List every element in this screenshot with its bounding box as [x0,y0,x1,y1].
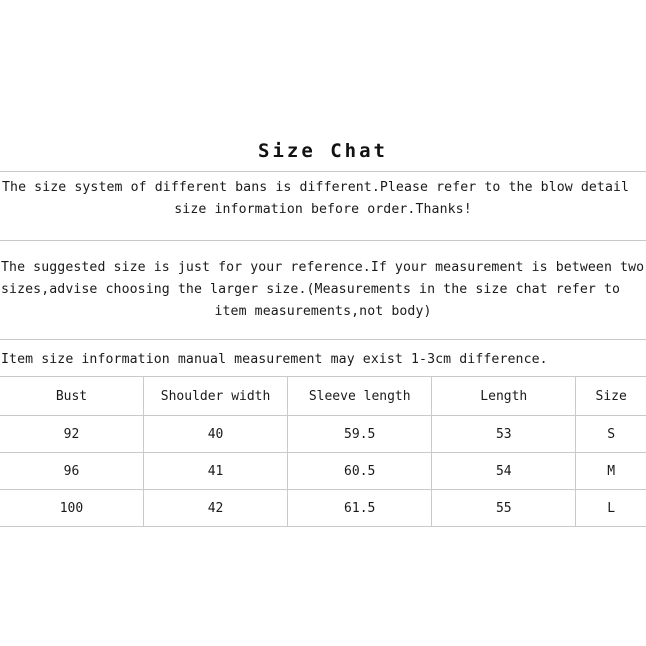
divider-bottom [0,339,646,340]
table-header-bust: Bust [0,377,143,416]
page-title: Size Chat [258,140,388,162]
intro-paragraph-line-1: The size system of different bans is different.Please refer to the blow detail [2,180,630,195]
guidance-paragraph [0,257,646,323]
table-header-length: Length [432,377,576,416]
cell-length: 55 [432,490,576,527]
cell-sleeve-length: 61.5 [288,490,432,527]
table-row [0,416,646,453]
intro-paragraph [0,177,646,221]
cell-size: L [576,490,646,527]
cell-sleeve-length: 60.5 [288,453,432,490]
guidance-paragraph-line-1: The suggested size is just for your reference.If your measurement is between two [1,260,645,275]
measurement-note: Item size information manual measurement may exist 1-3cm difference. [1,352,548,367]
table-header-shoulder-width: Shoulder width [143,377,287,416]
cell-bust: 92 [0,416,143,453]
cell-sleeve-length: 59.5 [288,416,432,453]
table-header-row [0,377,646,416]
cell-shoulder-width: 40 [143,416,287,453]
intro-paragraph-line-2: size information before order.Thanks! [174,202,472,217]
cell-shoulder-width: 41 [143,453,287,490]
cell-size: M [576,453,646,490]
cell-size: S [576,416,646,453]
cell-shoulder-width: 42 [143,490,287,527]
size-table [0,376,646,527]
cell-length: 53 [432,416,576,453]
table-row [0,490,646,527]
cell-bust: 96 [0,453,143,490]
divider-middle [0,240,646,241]
guidance-paragraph-line-3: item measurements,not body) [214,304,432,319]
divider-top [0,171,646,172]
cell-bust: 100 [0,490,143,527]
cell-length: 54 [432,453,576,490]
table-header-sleeve-length: Sleeve length [288,377,432,416]
table-header-size: Size [576,377,646,416]
table-row [0,453,646,490]
guidance-paragraph-line-2: sizes,advise choosing the larger size.(Measurements in the size chat refer to [1,282,621,297]
